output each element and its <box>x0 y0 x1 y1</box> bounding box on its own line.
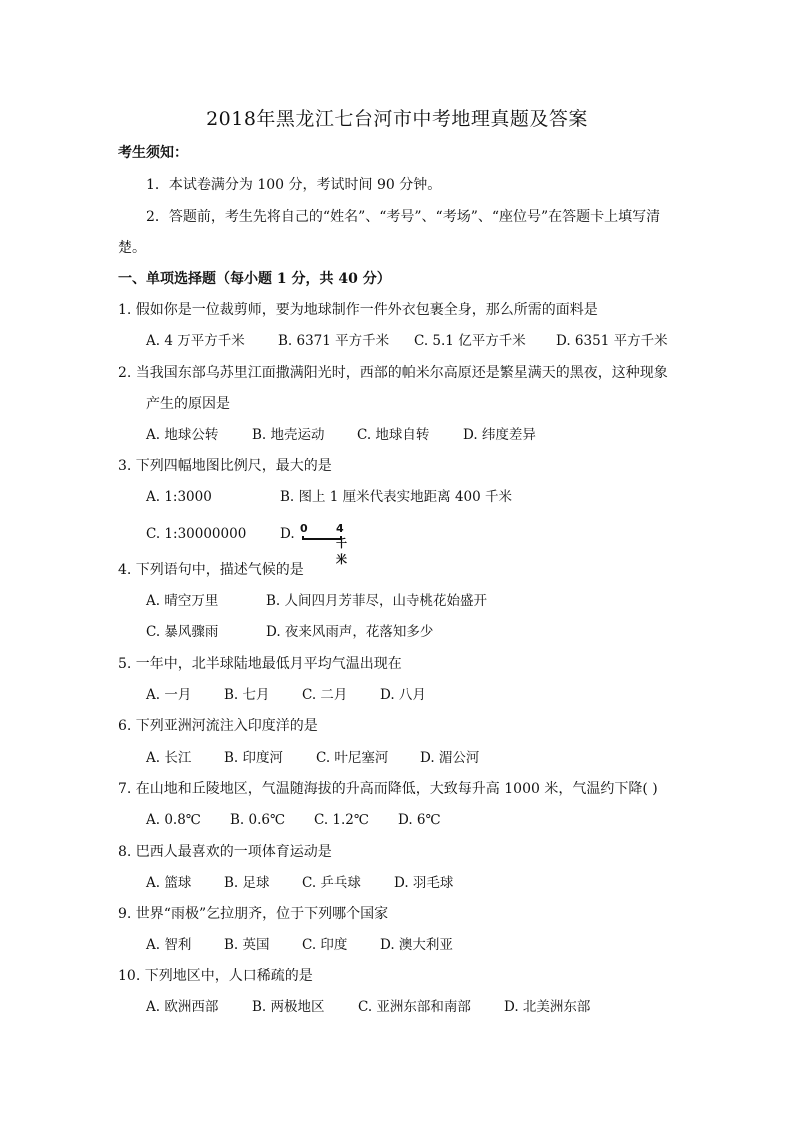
question-1-option-d: D. 6351 平方千米 <box>556 333 668 349</box>
question-1-option-a: A. 4 万平方千米 <box>146 333 245 349</box>
notice-heading: 考生须知： <box>118 145 188 161</box>
question-6-option-d: D. 湄公河 <box>420 750 480 766</box>
question-1-option-c: C. 5.1 亿平方千米 <box>414 333 526 349</box>
question-5-option-a: A. 一月 <box>146 687 192 703</box>
question-9-option-a: A. 智利 <box>146 937 192 953</box>
question-7-option-a: A. 0.8℃ <box>146 812 201 828</box>
question-10-stem: 10. 下列地区中，人口稀疏的是 <box>118 968 313 984</box>
question-8-stem: 8. 巴西人最喜欢的一项体育运动是 <box>118 844 332 860</box>
question-8-option-b: B. 足球 <box>224 875 270 891</box>
question-3-stem: 3. 下列四幅地图比例尺，最大的是 <box>118 458 332 474</box>
question-9-stem: 9. 世界“雨极”乞拉朋齐，位于下列哪个国家 <box>118 906 389 922</box>
question-4-option-b: B. 人间四月芳菲尽，山寺桃花始盛开 <box>266 593 488 609</box>
question-4-option-a: A. 晴空万里 <box>146 593 219 609</box>
question-3-option-d: D. <box>280 526 295 542</box>
question-4-option-d: D. 夜来风雨声，花落知多少 <box>266 624 434 640</box>
question-5-option-c: C. 二月 <box>302 687 348 703</box>
question-10-option-a: A. 欧洲西部 <box>146 999 219 1015</box>
question-10-option-d: D. 北美洲东部 <box>504 999 591 1015</box>
question-5-option-d: D. 八月 <box>380 687 426 703</box>
question-6-option-c: C. 叶尼塞河 <box>316 750 389 766</box>
page-title: 2018年黑龙江七台河市中考地理真题及答案 <box>206 108 588 130</box>
question-9-option-b: B. 英国 <box>224 937 270 953</box>
question-7-option-d: D. 6℃ <box>398 812 441 828</box>
question-4-option-c: C. 暴风骤雨 <box>146 624 219 640</box>
question-3-option-a: A. 1:3000 <box>146 489 212 505</box>
question-2-option-c: C. 地球自转 <box>357 427 430 443</box>
question-2-option-a: A. 地球公转 <box>146 427 219 443</box>
question-3-option-c: C. 1:30000000 <box>146 526 247 542</box>
question-5-stem: 5. 一年中，北半球陆地最低月平均气温出现在 <box>118 656 402 672</box>
scale-bar-line <box>302 536 342 540</box>
question-7-stem: 7. 在山地和丘陵地区，气温随海拔的升高而降低，大致每升高 1000 米，气温约下降( ) <box>118 781 658 797</box>
notice-item-1: 1．本试卷满分为 100 分，考试时间 90 分钟。 <box>146 177 442 193</box>
question-9-option-d: D. 澳大利亚 <box>380 937 453 953</box>
question-4-stem: 4. 下列语句中，描述气候的是 <box>118 562 304 578</box>
question-7-option-b: B. 0.6℃ <box>230 812 286 828</box>
question-8-option-c: C. 乒乓球 <box>302 875 361 891</box>
question-6-option-b: B. 印度河 <box>224 750 284 766</box>
question-3-option-b: B. 图上 1 厘米代表实地距离 400 千米 <box>280 489 513 505</box>
question-5-option-b: B. 七月 <box>224 687 270 703</box>
question-1-option-b: B. 6371 平方千米 <box>278 333 390 349</box>
question-6-stem: 6. 下列亚洲河流注入印度洋的是 <box>118 718 318 734</box>
question-2-stem-line-1: 2. 当我国东部乌苏里江面撒满阳光时，西部的帕米尔高原还是繁星满天的黑夜，这种现象 <box>118 365 668 381</box>
scale-bar-label: 4千米 <box>336 522 347 566</box>
question-2-stem-line-2: 产生的原因是 <box>146 396 230 412</box>
scale-bar-figure <box>300 522 348 566</box>
question-9-option-c: C. 印度 <box>302 937 348 953</box>
notice-item-2-line-1: 2．答题前，考生先将自己的“姓名”、“考号”、“考场”、“座位号”在答题卡上填写清 <box>146 209 661 225</box>
question-8-option-d: D. 羽毛球 <box>394 875 454 891</box>
question-2-option-d: D. 纬度差异 <box>463 427 536 443</box>
scale-bar-zero: 0 <box>300 522 308 535</box>
question-8-option-a: A. 篮球 <box>146 875 192 891</box>
question-1-stem: 1. 假如你是一位裁剪师，要为地球制作一件外衣包裹全身，那么所需的面料是 <box>118 302 598 318</box>
section-1-heading: 一、单项选择题（每小题 1 分，共 40 分） <box>118 271 391 287</box>
question-10-option-b: B. 两极地区 <box>252 999 325 1015</box>
notice-item-2-line-2: 楚。 <box>118 240 146 256</box>
question-6-option-a: A. 长江 <box>146 750 192 766</box>
question-10-option-c: C. 亚洲东部和南部 <box>358 999 471 1015</box>
question-7-option-c: C. 1.2℃ <box>314 812 370 828</box>
question-2-option-b: B. 地壳运动 <box>252 427 325 443</box>
